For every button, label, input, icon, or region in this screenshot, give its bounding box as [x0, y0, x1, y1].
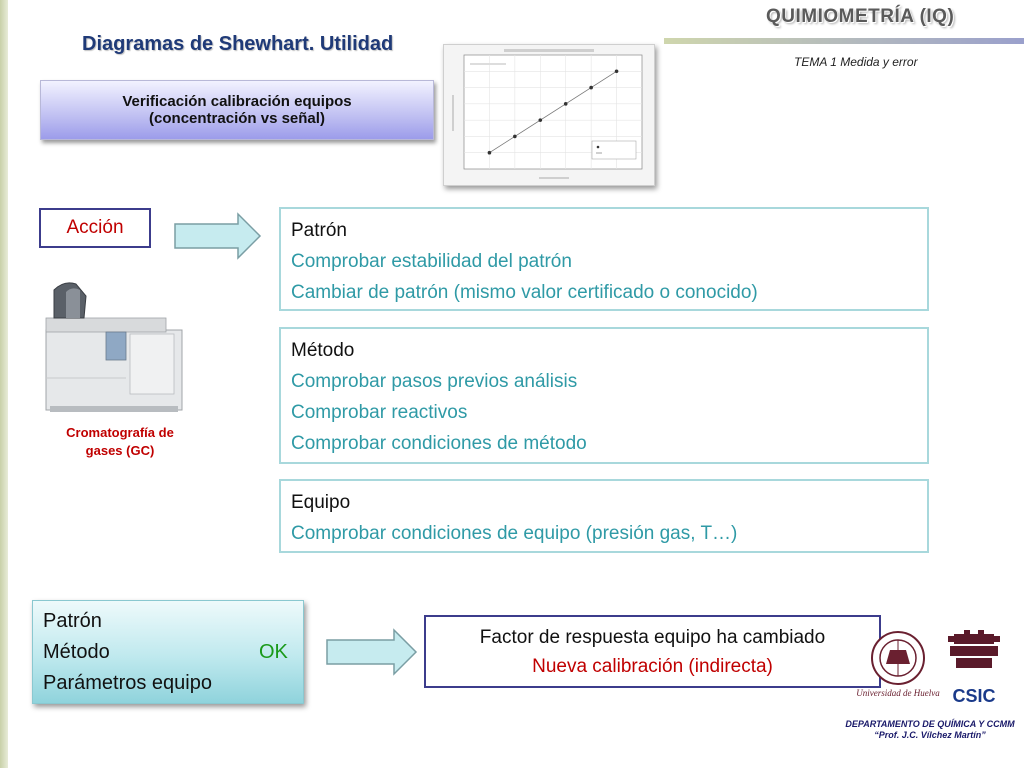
factor-box	[424, 615, 881, 688]
metodo-item: Comprobar reactivos	[291, 402, 468, 423]
gc-instrument-image	[40, 278, 188, 420]
calibration-chart-image	[443, 44, 655, 186]
equipo-heading: Equipo	[291, 492, 351, 513]
chart-equation-blur	[470, 63, 506, 65]
chart-title-blur	[504, 49, 594, 52]
course-title: QUIMIOMETRÍA (IQ)	[766, 6, 955, 27]
slide-title: Diagramas de Shewhart. Utilidad	[82, 33, 394, 55]
verification-line2: (concentración vs señal)	[149, 110, 325, 127]
data-point	[538, 118, 542, 122]
data-point	[564, 102, 568, 106]
csic-logo	[944, 628, 1004, 710]
metodo-box	[279, 327, 929, 464]
ok-item: Método	[43, 641, 110, 663]
university-logo	[856, 628, 940, 710]
patron-item: Cambiar de patrón (mismo valor certificado o conocido)	[291, 282, 758, 303]
equipo-box	[279, 479, 929, 553]
patron-item: Comprobar estabilidad del patrón	[291, 251, 572, 272]
metodo-heading: Método	[291, 340, 355, 361]
header-divider	[664, 38, 1024, 44]
calibration-chart	[444, 45, 654, 185]
accion-box: Acción	[39, 208, 151, 248]
metodo-item: Comprobar pasos previos análisis	[291, 371, 578, 392]
topic-label: TEMA 1 Medida y error	[794, 55, 918, 69]
equipo-item: Comprobar condiciones de equipo (presión gas, T…)	[291, 523, 738, 544]
department-line1: DEPARTAMENTO DE QUÍMICA Y CCMM	[845, 719, 1015, 729]
verification-line1: Verificación calibración equipos	[122, 93, 352, 110]
x-axis-label-blur	[539, 177, 569, 179]
patron-box	[279, 207, 929, 311]
patron-heading: Patrón	[291, 220, 347, 241]
y-axis-label-blur	[452, 95, 454, 131]
ok-label: OK	[259, 641, 288, 663]
department-line2: “Prof. J.C. Vílchez Martín”	[874, 730, 986, 740]
data-point	[589, 86, 593, 90]
gc-caption	[48, 424, 192, 460]
csic-logo-text: CSIC	[952, 686, 996, 706]
left-decor-stripe	[0, 0, 8, 768]
department-footer	[840, 719, 1020, 741]
arrow-right-icon	[326, 628, 418, 676]
data-point	[488, 151, 492, 155]
gc-caption-line1: Cromatografía de	[66, 425, 174, 440]
ok-item: Patrón	[43, 610, 102, 632]
data-point	[615, 69, 619, 73]
university-logo-text: Universidad de Huelva	[856, 688, 940, 698]
factor-line1: Factor de respuesta equipo ha cambiado	[479, 627, 826, 648]
ok-item: Parámetros equipo	[43, 672, 212, 694]
data-point	[513, 135, 517, 139]
legend-marker	[597, 146, 600, 149]
metodo-item: Comprobar condiciones de método	[291, 433, 587, 454]
arrow-right-icon	[174, 212, 262, 260]
verification-box	[40, 80, 434, 140]
gc-caption-line2: gases (GC)	[85, 443, 155, 458]
factor-line2: Nueva calibración (indirecta)	[532, 656, 773, 677]
chart-legend	[592, 141, 636, 159]
